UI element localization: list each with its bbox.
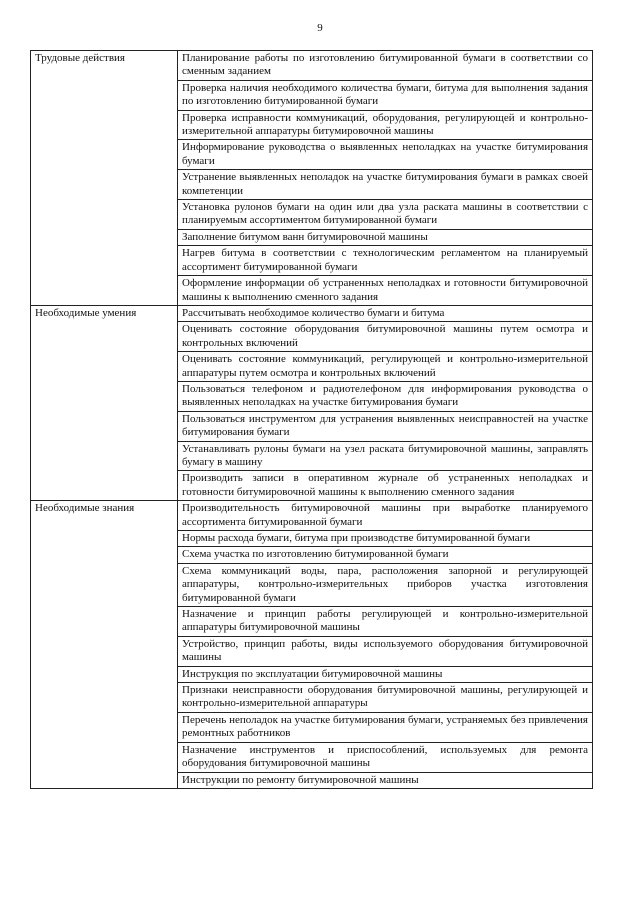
- table-row: [31, 51, 593, 81]
- table-cell: Пользоваться инструментом для устранения выявленных неисправностей на участке битумирования бумаги: [178, 411, 593, 441]
- table-cell: Проверка исправности коммуникаций, оборудования, регулирующей и контрольно-измерительной аппаратуры битумировочной машины: [178, 110, 593, 140]
- section-title-labor-actions: Трудовые действия: [31, 51, 178, 306]
- table-cell: Планирование работы по изготовлению битумированной бумаги в соответствии со сменным заданием: [178, 51, 593, 81]
- section-title-required-knowledge: Необходимые знания: [31, 501, 178, 789]
- table-row: [31, 501, 593, 531]
- table-cell: Нормы расхода бумаги, битума при производстве битумированной бумаги: [178, 531, 593, 547]
- table-cell: Инструкция по эксплуатации битумировочной машины: [178, 666, 593, 682]
- table-cell: Информирование руководства о выявленных неполадках на участке битумирования бумаги: [178, 140, 593, 170]
- competency-table: [30, 50, 593, 789]
- table-cell: Производить записи в оперативном журнале об устраненных неполадках и готовности битумировочной машины к выполнению сменного задания: [178, 471, 593, 501]
- page-number: 9: [317, 22, 323, 34]
- section-title-required-skills: Необходимые умения: [31, 305, 178, 500]
- table-cell: Оценивать состояние коммуникаций, регулирующей и контрольно-измерительной аппаратуры путем осмотра и контрольных включений: [178, 352, 593, 382]
- table-cell: Устранение выявленных неполадок на участке битумирования бумаги в рамках своей компетенции: [178, 170, 593, 200]
- table-cell: Схема участка по изготовлению битумированной бумаги: [178, 547, 593, 563]
- table-cell: Назначение и принцип работы регулирующей и контрольно-измерительной аппаратуры битумировочной машины: [178, 607, 593, 637]
- table-cell: Оценивать состояние оборудования битумировочной машины путем осмотра и контрольных включений: [178, 322, 593, 352]
- table-row: [31, 305, 593, 321]
- table-cell: Оформление информации об устраненных неполадках и готовности битумировочной машины к выполнению сменного задания: [178, 276, 593, 306]
- table-cell: Установка рулонов бумаги на один или два узла раската машины в соответствии с планируемым ассортиментом битумированной бумаги: [178, 200, 593, 230]
- table-cell: Рассчитывать необходимое количество бумаги и битума: [178, 305, 593, 321]
- table-cell: Нагрев битума в соответствии с технологическим регламентом на планируемый ассортимент битумированной бумаги: [178, 246, 593, 276]
- table-cell: Назначение инструментов и приспособлений, используемых для ремонта оборудования битумировочной машины: [178, 742, 593, 772]
- table-cell: Устройство, принцип работы, виды используемого оборудования битумировочной машины: [178, 636, 593, 666]
- table-cell: Заполнение битумом ванн битумировочной машины: [178, 229, 593, 245]
- table-cell: Проверка наличия необходимого количества бумаги, битума для выполнения задания по изготовлению битумированной бумаги: [178, 80, 593, 110]
- table-cell: Пользоваться телефоном и радиотелефоном для информирования руководства о выявленных неполадках на участке битумирования бумаги: [178, 381, 593, 411]
- table-cell: Производительность битумировочной машины при выработке планируемого ассортимента битумированной бумаги: [178, 501, 593, 531]
- table-cell: Признаки неисправности оборудования битумировочной машины, регулирующей и контрольно-измерительной аппаратуры: [178, 683, 593, 713]
- table-cell: Перечень неполадок на участке битумирования бумаги, устраняемых без привлечения ремонтных работников: [178, 712, 593, 742]
- table-cell: Схема коммуникаций воды, пара, расположения запорной и регулирующей аппаратуры, контрольно-измерительных приборов участка изготовления битумированной бумаги: [178, 563, 593, 606]
- table-cell: Инструкции по ремонту битумировочной машины: [178, 772, 593, 788]
- table-cell: Устанавливать рулоны бумаги на узел раската битумировочной машины, заправлять бумагу в машину: [178, 441, 593, 471]
